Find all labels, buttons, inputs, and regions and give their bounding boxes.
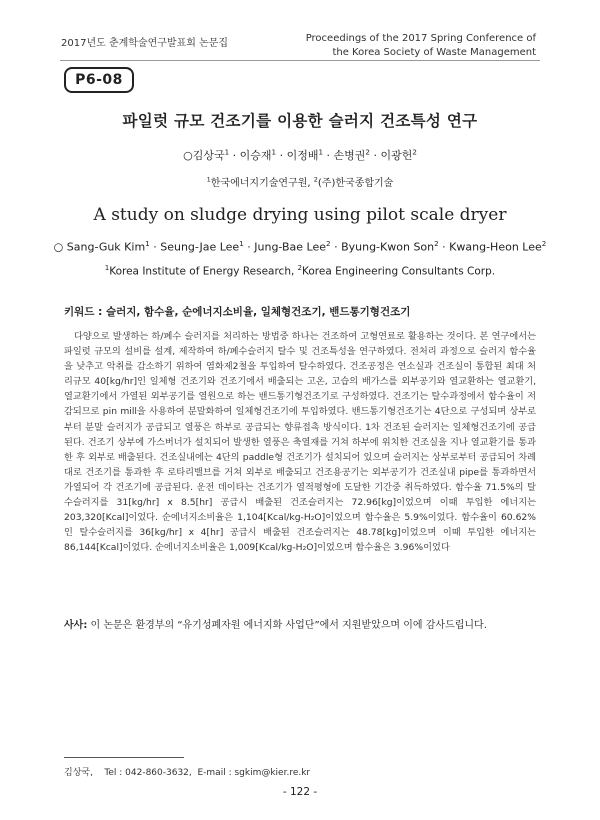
author-list-english (0, 239, 600, 254)
affiliation-text: (주)한국종합기술 (317, 178, 394, 189)
abstract-paragraph: 다양으로 발생하는 하/폐수 슬러지를 처리하는 방법중 하나는 건조하여 고형연료로 활용하는 것이다. 본 연구에서는 파일럿 규모의 설비를 설계, 제작하여 하/폐수슬러지 탈수 및 건조특성을 연구하였다. 전처리 과정으로 슬러지 함수율을 낮추고 악취를 감소하기 위하여 염화제2철을 투입하여 탈수하였다. 건조공정은 연소실과 건조실이 통합된 최대 처리규모 40[kg/hr]인 일체형 건조기와 건조기에서 배출되는 고온, 고습의 배가스를 외부공기와 열교환하는 열교환기, 열교환기에서 가열된 외부공기를 열원으로 하는 밴드통기형건조기로 구성하였다. 건조기는 탈수과정에서 함수율이 저감되므로 pin mill을 사용하여 분말화하여 일체형건조기에 투입하였다. 밴드통기형건조기는 4단으로 구성되며 상부로부터 분말 슬러지가 공급되고 열풍은 하부로 공급되는 향류접촉 방식이다. 1차 건조된 슬러지는 일체형건조기에 공급된다. 건조기 상부에 가스버너가 설치되어 발생한 열풍은 축열재를 거쳐 하부에 위치한 건조실을 지나 열교환기를 통과한 후 외부로 배출된다. 건조실내에는 4단의 paddle형 건조기가 설치되어 있으며 슬러지는 상부로부터 공급되어 차례대로 건조기를 통과한 후 로타리밸브를 거쳐 외부로 배출되고 건조용공기는 외부공기가 건조실내 pipe를 통과하면서 가열되어 각 건조기에 공급된다. 운전 데이타는 건조기가 열적평형에 도달한 기간중 취득하였다. 함수율 71.5%의 탈수슬러지를 31[kg/hr] x 8.5[hr] 공급시 배출된 건조슬러지는 72.96[kg]이었으며 이때 투입한 에너지는 203,320[Kcal]이었다. 순에너지소비율은 1,104[Kcal/kg-H₂O]이었으며 함수율은 5.9%이었다. 함수율이 60.62%인 탈수슬러지를 36[kg/hr] x 4[hr] 공급시 배출된 건조슬러지는 48.78[kg]이었으며 이때 투입한 에너지는 86,144[Kcal]이었다. 순에너지소비율은 1,009[Kcal/kg-H₂O]이었으며 함수율은 3.96%이었다 (64, 331, 536, 554)
affiliation-english (0, 264, 600, 278)
author-separator: · (323, 149, 334, 162)
author-separator: · (276, 149, 287, 162)
affiliation-text: Korea Institute of Energy Research, (109, 265, 298, 278)
header-divider (60, 60, 540, 61)
author-name: ○ Sang-Guk Kim (53, 240, 146, 254)
affiliation-mark: 1 (239, 239, 244, 248)
author-separator: · (330, 240, 342, 254)
author-name: Kwang-Heon Lee (449, 240, 542, 254)
affiliation-mark: 2 (326, 239, 331, 248)
abstract-body (64, 329, 536, 555)
running-header-english-line2: the Korea Society of Waste Management (332, 47, 536, 58)
acknowledgement (64, 616, 487, 631)
author-name: ○김상국 (183, 149, 225, 162)
affiliation-mark: 1 (206, 175, 211, 184)
affiliation-mark: 2 (412, 147, 417, 157)
author-list-korean (0, 147, 600, 163)
author-separator: · (369, 149, 381, 162)
page-number: - 122 - (282, 786, 318, 798)
affiliation-mark: 2 (313, 175, 318, 184)
author-separator: · (229, 149, 240, 162)
running-header-english-line1: Proceedings of the 2017 Spring Conference of (305, 33, 536, 44)
author-separator: · (438, 240, 450, 254)
paper-title-korean: 파일럿 규모 건조기를 이용한 슬러지 건조특성 연구 (122, 112, 478, 130)
affiliation-mark: 1 (271, 147, 277, 157)
running-header-korean: 2017년도 춘계학술연구발표회 논문집 (61, 38, 229, 49)
affiliation-mark: 2 (434, 239, 439, 248)
affiliation-mark: 2 (365, 147, 370, 157)
author-name: Jung-Bae Lee (254, 240, 327, 254)
author-separator: · (149, 240, 161, 254)
running-header-english (306, 32, 536, 60)
corresponding-author-footnote: 김상국, Tel : 042-860-3632, E-mail : sgkim@kier.re.kr (64, 768, 311, 778)
affiliation-mark: 1 (224, 147, 230, 157)
affiliation-mark: 1 (104, 264, 110, 272)
footnote-divider (64, 757, 184, 758)
author-name: Seung-Jae Lee (160, 240, 240, 254)
author-name: 이광헌 (380, 149, 413, 162)
paper-id-badge: P6-08 (64, 67, 134, 93)
keywords-line: 키워드 : 슬러지, 함수율, 순에너지소비율, 일체형건조기, 밴드통기형건조기 (64, 306, 411, 318)
affiliation-korean (0, 174, 600, 189)
author-name: Byung-Kwon Son (341, 240, 435, 254)
affiliation-mark: 2 (297, 264, 303, 272)
affiliation-mark: 1 (318, 147, 324, 157)
acknowledgement-label: 사사: (64, 620, 88, 631)
acknowledgement-text: 이 논문은 환경부의 “유기성폐자원 에너지화 사업단”에서 지원받았으며 이에 감사드립니다. (87, 620, 487, 631)
author-name: 손병권 (333, 149, 366, 162)
author-name: 이승재 (239, 149, 272, 162)
author-separator: · (243, 240, 255, 254)
paper-title-english: A study on sludge drying using pilot scale dryer (93, 205, 507, 225)
affiliation-mark: 2 (541, 239, 547, 248)
author-name: 이정배 (286, 149, 319, 162)
affiliation-mark: 1 (145, 239, 150, 248)
affiliation-text: 한국에너지기술연구원, (210, 178, 314, 189)
affiliation-text: Korea Engineering Consultants Corp. (302, 265, 496, 278)
